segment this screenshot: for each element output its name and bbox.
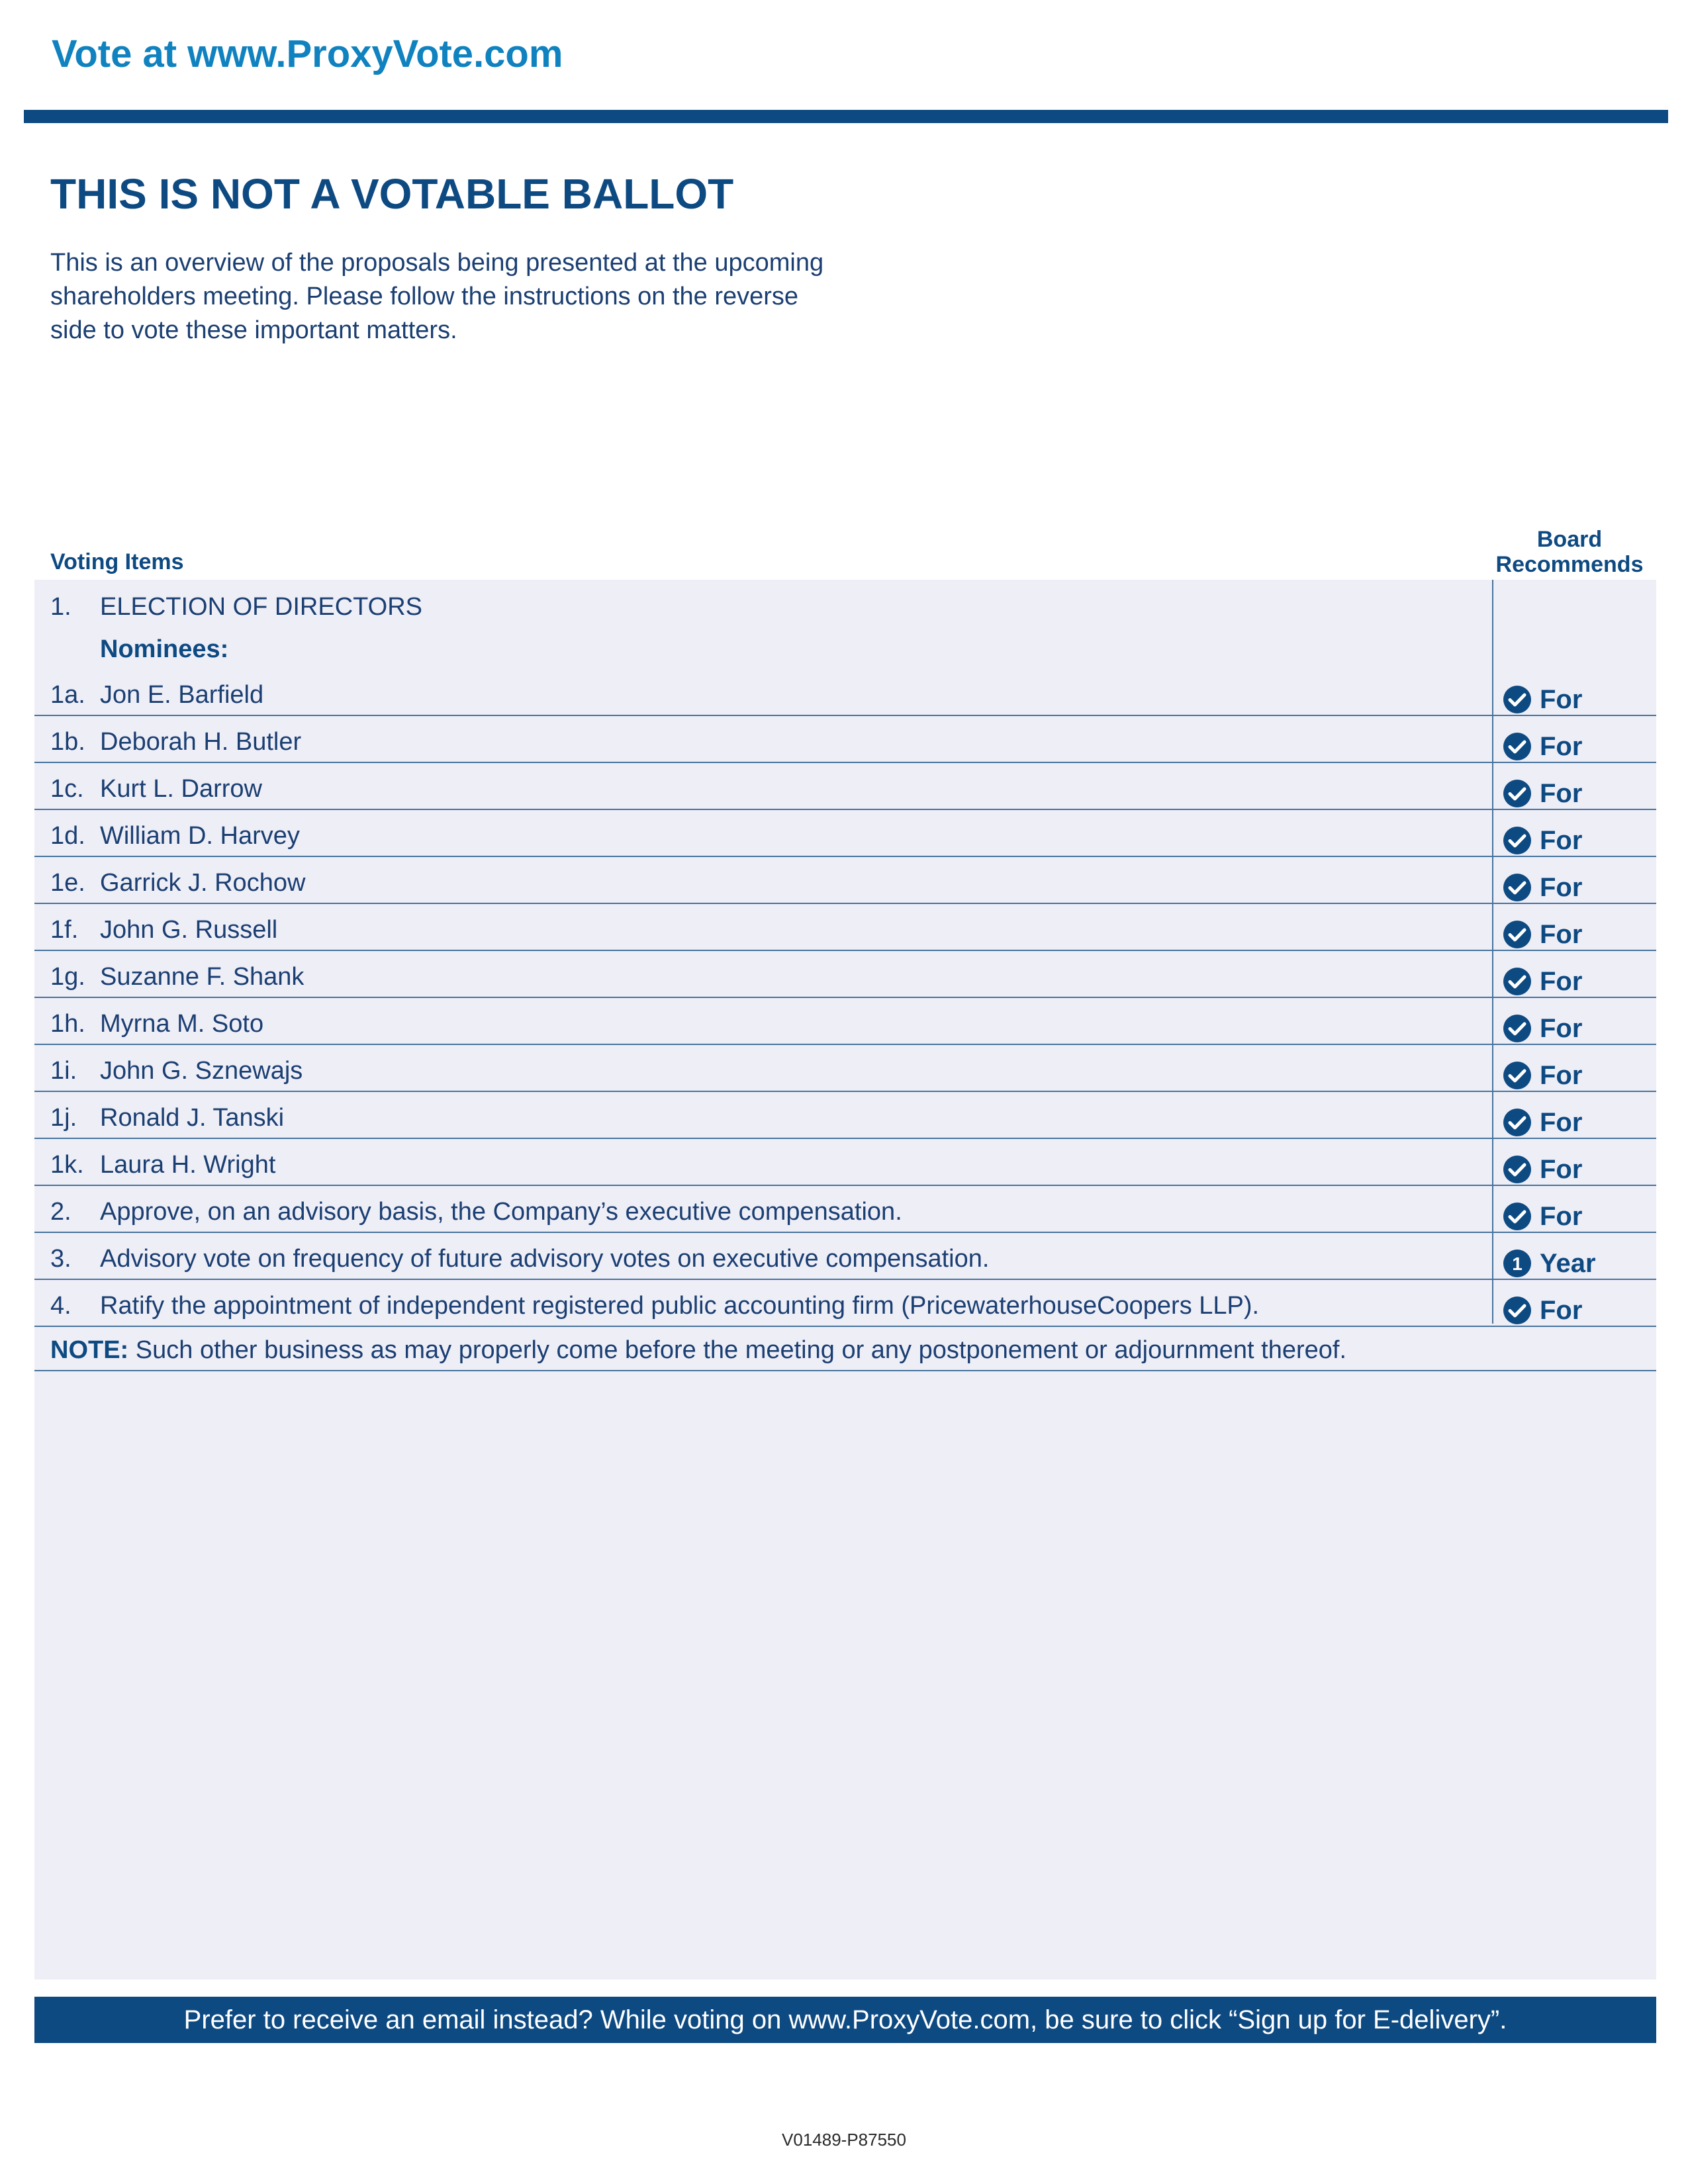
item-label: Ratify the appointment of independent registered public accounting firm (PricewaterhouseCoopers LLP). — [100, 1292, 1260, 1320]
item-label: Myrna M. Soto — [100, 1010, 264, 1038]
board-recommendation — [1503, 826, 1582, 855]
board-recommendation — [1503, 1108, 1582, 1137]
vote-at-proxyvote-heading: Vote at www.ProxyVote.com — [52, 32, 563, 75]
board-recommendation — [1503, 1202, 1582, 1231]
check-circle-icon — [1503, 1296, 1532, 1325]
recommendation-text: For — [1540, 966, 1583, 996]
voting-item-row — [34, 1138, 1656, 1186]
edelivery-text: Prefer to receive an email instead? While voting on www.ProxyVote.com, be sure to click “Sign up for E-delivery”. — [183, 2005, 1507, 2034]
nominees-label: Nominees: — [100, 635, 229, 663]
voting-item-row — [34, 856, 1656, 904]
item-number: 1i. — [50, 1057, 77, 1085]
item-number: 4. — [50, 1292, 71, 1320]
item-label: Kurt L. Darrow — [100, 775, 262, 803]
board-recommendation — [1503, 732, 1582, 761]
board-recommendation — [1503, 920, 1582, 949]
voting-item-row — [34, 950, 1656, 998]
note-label: NOTE: — [50, 1336, 129, 1364]
note-body: Such other business as may properly come before the meeting or any postponement or adjournment thereof. — [128, 1336, 1347, 1364]
item-label: Jon E. Barfield — [100, 681, 264, 709]
item-label: Ronald J. Tanski — [100, 1104, 285, 1132]
item-label: Garrick J. Rochow — [100, 869, 306, 897]
check-circle-icon — [1503, 920, 1532, 949]
item-number: 2. — [50, 1198, 71, 1226]
board-recommendation — [1503, 1155, 1582, 1184]
board-recommendation — [1503, 685, 1582, 714]
recommendation-text: For — [1540, 919, 1583, 949]
item-number: 1k. — [50, 1151, 84, 1179]
check-circle-icon — [1503, 967, 1532, 996]
document-code: V01489-P87550 — [782, 2130, 906, 2150]
item-label: Laura H. Wright — [100, 1151, 276, 1179]
board-recommendation — [1503, 1296, 1582, 1325]
item-label: Deborah H. Butler — [100, 728, 302, 756]
item-number: 1e. — [50, 869, 85, 897]
recommendation-text: Year — [1540, 1248, 1596, 1278]
item-label: Advisory vote on frequency of future advisory votes on executive compensation. — [100, 1245, 990, 1273]
item-number: 1g. — [50, 963, 85, 991]
voting-item-row — [34, 762, 1656, 810]
section-election-of-directors — [34, 580, 1656, 627]
note-text — [50, 1336, 1346, 1365]
check-circle-icon — [1503, 1061, 1532, 1090]
voting-item-row — [34, 1091, 1656, 1139]
board-recommendation — [1503, 1014, 1582, 1043]
recommendation-text: For — [1540, 1295, 1583, 1325]
board-recommendation — [1503, 873, 1582, 902]
item-number: 3. — [50, 1245, 71, 1273]
recommendation-text: For — [1540, 1107, 1583, 1137]
recommendation-text: For — [1540, 778, 1583, 808]
board-recommendation — [1503, 779, 1582, 808]
item-number: 1c. — [50, 775, 84, 803]
number-one-circle-icon — [1503, 1249, 1532, 1278]
item-label: John G. Sznewajs — [100, 1057, 303, 1085]
voting-item-row — [34, 903, 1656, 951]
board-recommendation — [1503, 1249, 1596, 1278]
item-number: 1f. — [50, 916, 79, 944]
check-circle-icon — [1503, 1155, 1532, 1184]
check-circle-icon — [1503, 1202, 1532, 1231]
item-label: Suzanne F. Shank — [100, 963, 305, 991]
check-circle-icon — [1503, 1108, 1532, 1137]
page-title: THIS IS NOT A VOTABLE BALLOT — [50, 170, 734, 218]
note-row — [34, 1323, 1656, 1371]
board-recommendation — [1503, 1061, 1582, 1090]
voting-item-row — [34, 809, 1656, 857]
icon-number: 1 — [1512, 1253, 1523, 1274]
intro-paragraph: This is an overview of the proposals being presented at the upcoming shareholders meeting. Please follow the instructions on the reverse side to vote these important matters. — [50, 249, 824, 344]
voting-item-row — [34, 997, 1656, 1045]
item-label: ELECTION OF DIRECTORS — [100, 593, 423, 621]
item-number: 1h. — [50, 1010, 85, 1038]
voting-item-row — [34, 1279, 1656, 1327]
edelivery-banner — [34, 1997, 1656, 2043]
voting-item-row — [34, 1185, 1656, 1233]
check-circle-icon — [1503, 826, 1532, 855]
check-circle-icon — [1503, 1014, 1532, 1043]
top-divider — [24, 110, 1668, 123]
voting-item-row — [34, 668, 1656, 716]
item-number: 1b. — [50, 728, 85, 756]
board-recommendation — [1503, 967, 1582, 996]
board-recommends-header: Board Recommends — [1495, 527, 1644, 577]
voting-item-row — [34, 1044, 1656, 1092]
item-number: 1a. — [50, 681, 85, 709]
recommendation-text: For — [1540, 1154, 1583, 1184]
recommendation-text: For — [1540, 731, 1583, 761]
item-label: John G. Russell — [100, 916, 278, 944]
voting-item-row — [34, 1232, 1656, 1280]
check-circle-icon — [1503, 732, 1532, 761]
voting-items-header: Voting Items — [50, 549, 184, 574]
recommendation-text: For — [1540, 1013, 1583, 1043]
check-circle-icon — [1503, 779, 1532, 808]
check-circle-icon — [1503, 873, 1532, 902]
recommendation-text: For — [1540, 872, 1583, 902]
check-circle-icon — [1503, 685, 1532, 714]
voting-item-row — [34, 715, 1656, 763]
item-number: 1. — [50, 593, 71, 621]
recommendation-text: For — [1540, 825, 1583, 855]
item-label: William D. Harvey — [100, 822, 300, 850]
item-number: 1d. — [50, 822, 85, 850]
item-label: Approve, on an advisory basis, the Company’s executive compensation. — [100, 1198, 902, 1226]
recommendation-text: For — [1540, 1060, 1583, 1090]
recommendation-text: For — [1540, 684, 1583, 714]
item-number: 1j. — [50, 1104, 77, 1132]
recommendation-text: For — [1540, 1201, 1583, 1231]
